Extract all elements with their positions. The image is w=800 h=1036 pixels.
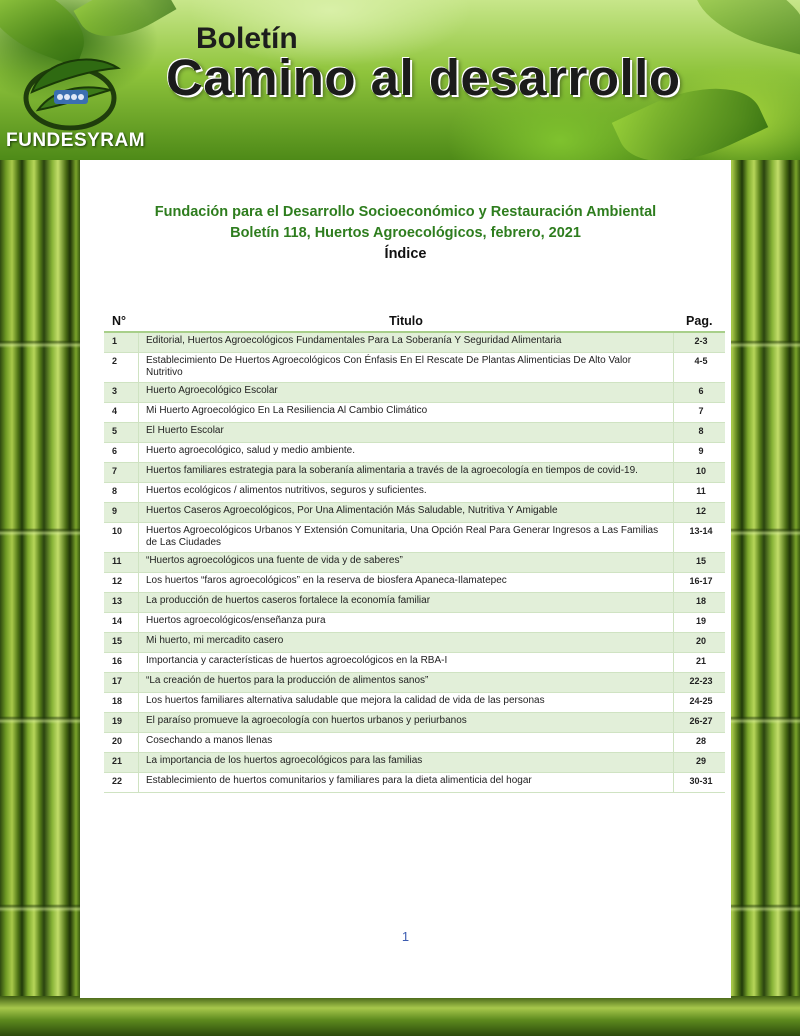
table-row: [104, 773, 725, 793]
row-page: 13-14: [674, 523, 726, 553]
row-number: 22: [104, 773, 139, 793]
index-heading: Índice: [384, 246, 427, 262]
index-table: [104, 310, 725, 793]
row-number: 4: [104, 403, 139, 423]
index-table-body: [104, 332, 725, 793]
document-headings: [80, 202, 731, 265]
table-row: [104, 383, 725, 403]
row-page: 21: [674, 653, 726, 673]
table-row: [104, 483, 725, 503]
row-number: 11: [104, 553, 139, 573]
row-title: La producción de huertos caseros fortalece la economía familiar: [139, 593, 674, 613]
bamboo-bottom-decoration: [0, 996, 800, 1036]
row-page: 19: [674, 613, 726, 633]
row-number: 13: [104, 593, 139, 613]
row-title: Mi Huerto Agroecológico En La Resiliencia Al Cambio Climático: [139, 403, 674, 423]
table-row: [104, 503, 725, 523]
leaf-decoration: [74, 0, 177, 54]
row-number: 1: [104, 332, 139, 353]
table-row: [104, 332, 725, 353]
row-page: 2-3: [674, 332, 726, 353]
document-page: [80, 160, 731, 998]
bulletin-subtitle: Boletín: [196, 22, 298, 55]
row-number: 8: [104, 483, 139, 503]
row-page: 7: [674, 403, 726, 423]
index-table-header-row: [104, 310, 725, 332]
row-number: 10: [104, 523, 139, 553]
row-number: 2: [104, 353, 139, 383]
row-page: 29: [674, 753, 726, 773]
row-number: 6: [104, 443, 139, 463]
row-number: 9: [104, 503, 139, 523]
table-row: [104, 633, 725, 653]
row-page: 30-31: [674, 773, 726, 793]
row-number: 21: [104, 753, 139, 773]
row-page: 4-5: [674, 353, 726, 383]
row-title: Huertos Caseros Agroecológicos, Por Una Alimentación Más Saludable, Nutritiva Y Amigable: [139, 503, 674, 523]
table-row: [104, 353, 725, 383]
table-row: [104, 593, 725, 613]
row-number: 7: [104, 463, 139, 483]
row-number: 3: [104, 383, 139, 403]
table-row: [104, 733, 725, 753]
row-number: 20: [104, 733, 139, 753]
row-title: Huertos agroecológicos/enseñanza pura: [139, 613, 674, 633]
row-page: 24-25: [674, 693, 726, 713]
row-number: 5: [104, 423, 139, 443]
row-number: 19: [104, 713, 139, 733]
table-row: [104, 523, 725, 553]
bulletin-title: Camino al desarrollo: [166, 49, 681, 106]
row-title: “Huertos agroecológicos una fuente de vida y de saberes”: [139, 553, 674, 573]
table-row: [104, 423, 725, 443]
bamboo-left-decoration: [0, 160, 80, 1036]
header-number: N°: [104, 310, 139, 332]
row-title: El paraíso promueve la agroecología con huertos urbanos y periurbanos: [139, 713, 674, 733]
row-title: Cosechando a manos llenas: [139, 733, 674, 753]
bamboo-right-decoration: [720, 160, 800, 1036]
row-page: 28: [674, 733, 726, 753]
row-page: 15: [674, 553, 726, 573]
row-page: 6: [674, 383, 726, 403]
bulletin-issue-line: Boletín 118, Huertos Agroecológicos, febrero, 2021: [230, 225, 581, 241]
row-page: 8: [674, 423, 726, 443]
row-title: Huerto Agroecológico Escolar: [139, 383, 674, 403]
row-title: Importancia y características de huertos agroecológicos en la RBA-I: [139, 653, 674, 673]
bulletin-header-banner: [0, 0, 800, 160]
table-row: [104, 653, 725, 673]
table-row: [104, 463, 725, 483]
row-title: Mi huerto, mi mercadito casero: [139, 633, 674, 653]
table-row: [104, 573, 725, 593]
organization-logo-text: FUNDESYRAM: [6, 130, 146, 151]
row-page: 16-17: [674, 573, 726, 593]
row-page: 22-23: [674, 673, 726, 693]
row-title: Establecimiento De Huertos Agroecológicos Con Énfasis En El Rescate De Plantas Alimenticias De Alto Valor Nutritivo: [139, 353, 674, 383]
table-row: [104, 403, 725, 423]
row-number: 16: [104, 653, 139, 673]
header-page: Pag.: [674, 310, 726, 332]
row-page: 18: [674, 593, 726, 613]
row-title: Huertos familiares estrategia para la soberanía alimentaria a través de la agroecología en tiempos de covid-19.: [139, 463, 674, 483]
table-row: [104, 673, 725, 693]
row-title: Los huertos familiares alternativa saludable que mejora la calidad de vida de las personas: [139, 693, 674, 713]
row-page: 12: [674, 503, 726, 523]
row-page: 9: [674, 443, 726, 463]
leaf-decoration: [684, 0, 800, 55]
row-page: 26-27: [674, 713, 726, 733]
table-row: [104, 693, 725, 713]
row-number: 17: [104, 673, 139, 693]
row-title: Huertos ecológicos / alimentos nutritivos, seguros y suficientes.: [139, 483, 674, 503]
row-title: Huertos Agroecológicos Urbanos Y Extensión Comunitaria, Una Opción Real Para Generar Ingresos a Las Familias de Las Ciudades: [139, 523, 674, 553]
row-page: 10: [674, 463, 726, 483]
table-row: [104, 553, 725, 573]
foundation-name: Fundación para el Desarrollo Socioeconómico y Restauración Ambiental: [154, 204, 657, 220]
table-row: [104, 713, 725, 733]
table-row: [104, 753, 725, 773]
table-row: [104, 613, 725, 633]
row-page: 11: [674, 483, 726, 503]
row-number: 14: [104, 613, 139, 633]
row-title: Establecimiento de huertos comunitarios y familiares para la dieta alimenticia del hogar: [139, 773, 674, 793]
row-number: 18: [104, 693, 139, 713]
row-title: La importancia de los huertos agroecológicos para las familias: [139, 753, 674, 773]
row-title: Editorial, Huertos Agroecológicos Fundamentales Para La Soberanía Y Seguridad Alimentaria: [139, 332, 674, 353]
fundesyram-logo-icon: [14, 48, 126, 132]
header-title: Titulo: [139, 310, 674, 332]
row-title: “La creación de huertos para la producción de alimentos sanos”: [139, 673, 674, 693]
row-title: Los huertos “faros agroecológicos” en la reserva de biosfera Apaneca-Ilamatepec: [139, 573, 674, 593]
table-row: [104, 443, 725, 463]
row-page: 20: [674, 633, 726, 653]
row-number: 15: [104, 633, 139, 653]
page-number: 1: [401, 929, 410, 944]
row-title: Huerto agroecológico, salud y medio ambiente.: [139, 443, 674, 463]
row-number: 12: [104, 573, 139, 593]
row-title: El Huerto Escolar: [139, 423, 674, 443]
